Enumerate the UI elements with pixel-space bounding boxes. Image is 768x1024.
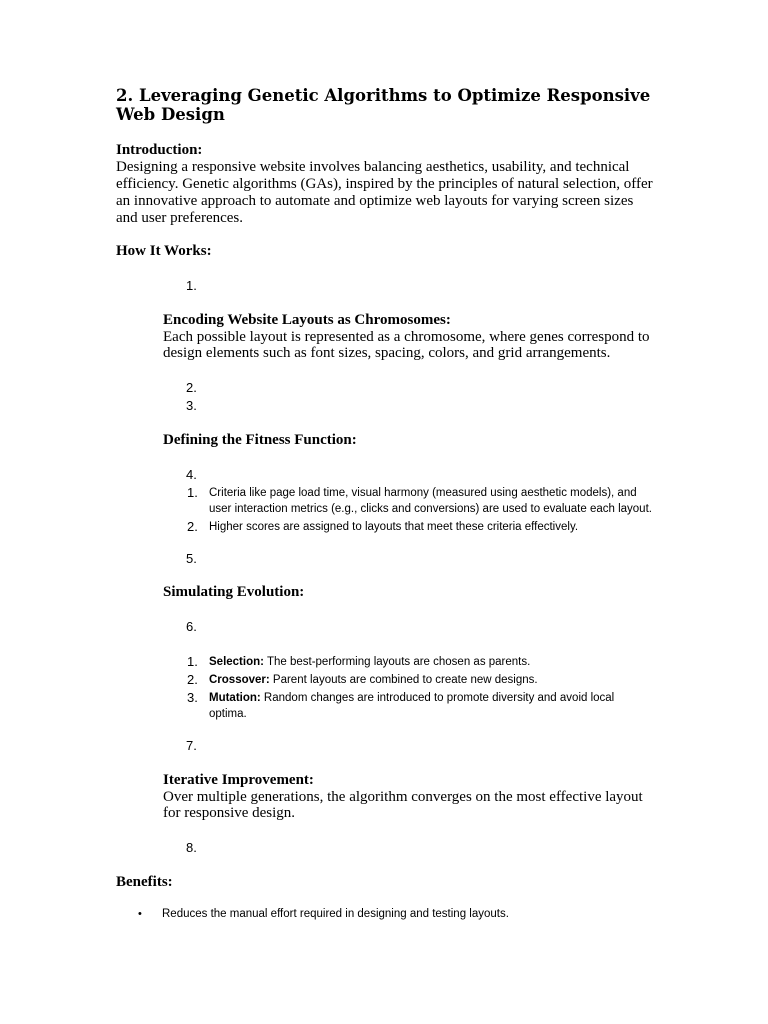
list-number: 1.	[186, 278, 197, 293]
intro-heading: Introduction:	[116, 142, 203, 158]
list-number: 3.	[186, 398, 197, 413]
list-number: 6.	[186, 619, 197, 634]
list-item-label: Mutation:	[209, 692, 261, 704]
list-marker: 3.	[187, 690, 198, 705]
list-number: 5.	[186, 551, 197, 566]
list-item	[163, 519, 653, 535]
evolution-list	[163, 654, 653, 724]
list-number: 7.	[186, 738, 197, 753]
bullet-icon: •	[138, 908, 142, 920]
list-item-text: Random changes are introduced to promote diversity and avoid local optima.	[209, 692, 615, 720]
iterative-paragraph: Over multiple generations, the algorithm converges on the most effective layout for responsive design.	[163, 788, 643, 821]
list-item	[163, 654, 653, 670]
list-marker: 1.	[187, 654, 198, 669]
list-item	[116, 906, 636, 922]
benefits-heading: Benefits:	[116, 874, 173, 890]
list-item-text: Higher scores are assigned to layouts that meet these criteria effectively.	[209, 521, 579, 533]
list-item-label: Selection:	[209, 656, 264, 668]
encoding-paragraph: Each possible layout is represented as a chromosome, where genes correspond to design elements such as font sizes, spacing, colors, and grid arrangements.	[163, 328, 650, 361]
encoding-section	[163, 312, 663, 362]
how-it-works-heading: How It Works:	[116, 243, 212, 259]
intro-paragraph: Designing a responsive website involves balancing aesthetics, usability, and technical efficiency. Genetic algorithms (GAs), inspired by the principles of natural selection, offer an innovative approach to automate and optimize web layouts for varying screen sizes and user preferences.	[116, 159, 653, 226]
encoding-heading: Encoding Website Layouts as Chromosomes:	[163, 312, 451, 328]
fitness-list	[163, 485, 653, 537]
intro-section	[116, 142, 656, 227]
list-number: 8.	[186, 840, 197, 855]
list-item-text: Reduces the manual effort required in designing and testing layouts.	[162, 908, 509, 920]
iterative-heading: Iterative Improvement:	[163, 772, 314, 788]
list-marker: 2.	[187, 519, 198, 534]
list-item-label: Crossover:	[209, 674, 270, 686]
list-item-text: The best-performing layouts are chosen as parents.	[263, 656, 531, 668]
list-item	[163, 672, 653, 688]
list-number: 2.	[186, 380, 197, 395]
list-marker: 1.	[187, 485, 198, 500]
list-item-text: Criteria like page load time, visual harmony (measured using aesthetic models), and user interaction metrics (e.g., clicks and conversions) are used to evaluate each layout.	[209, 487, 652, 515]
evolution-heading: Simulating Evolution:	[163, 584, 305, 600]
list-number: 4.	[186, 467, 197, 482]
fitness-heading: Defining the Fitness Function:	[163, 432, 357, 448]
benefits-list	[116, 906, 636, 922]
list-item	[163, 690, 653, 722]
iterative-section	[163, 772, 663, 822]
page-title: 2. Leveraging Genetic Algorithms to Optimize Responsive Web Design	[116, 86, 651, 124]
list-item	[163, 485, 653, 517]
list-marker: 2.	[187, 672, 198, 687]
list-item-text: Parent layouts are combined to create new designs.	[269, 674, 538, 686]
